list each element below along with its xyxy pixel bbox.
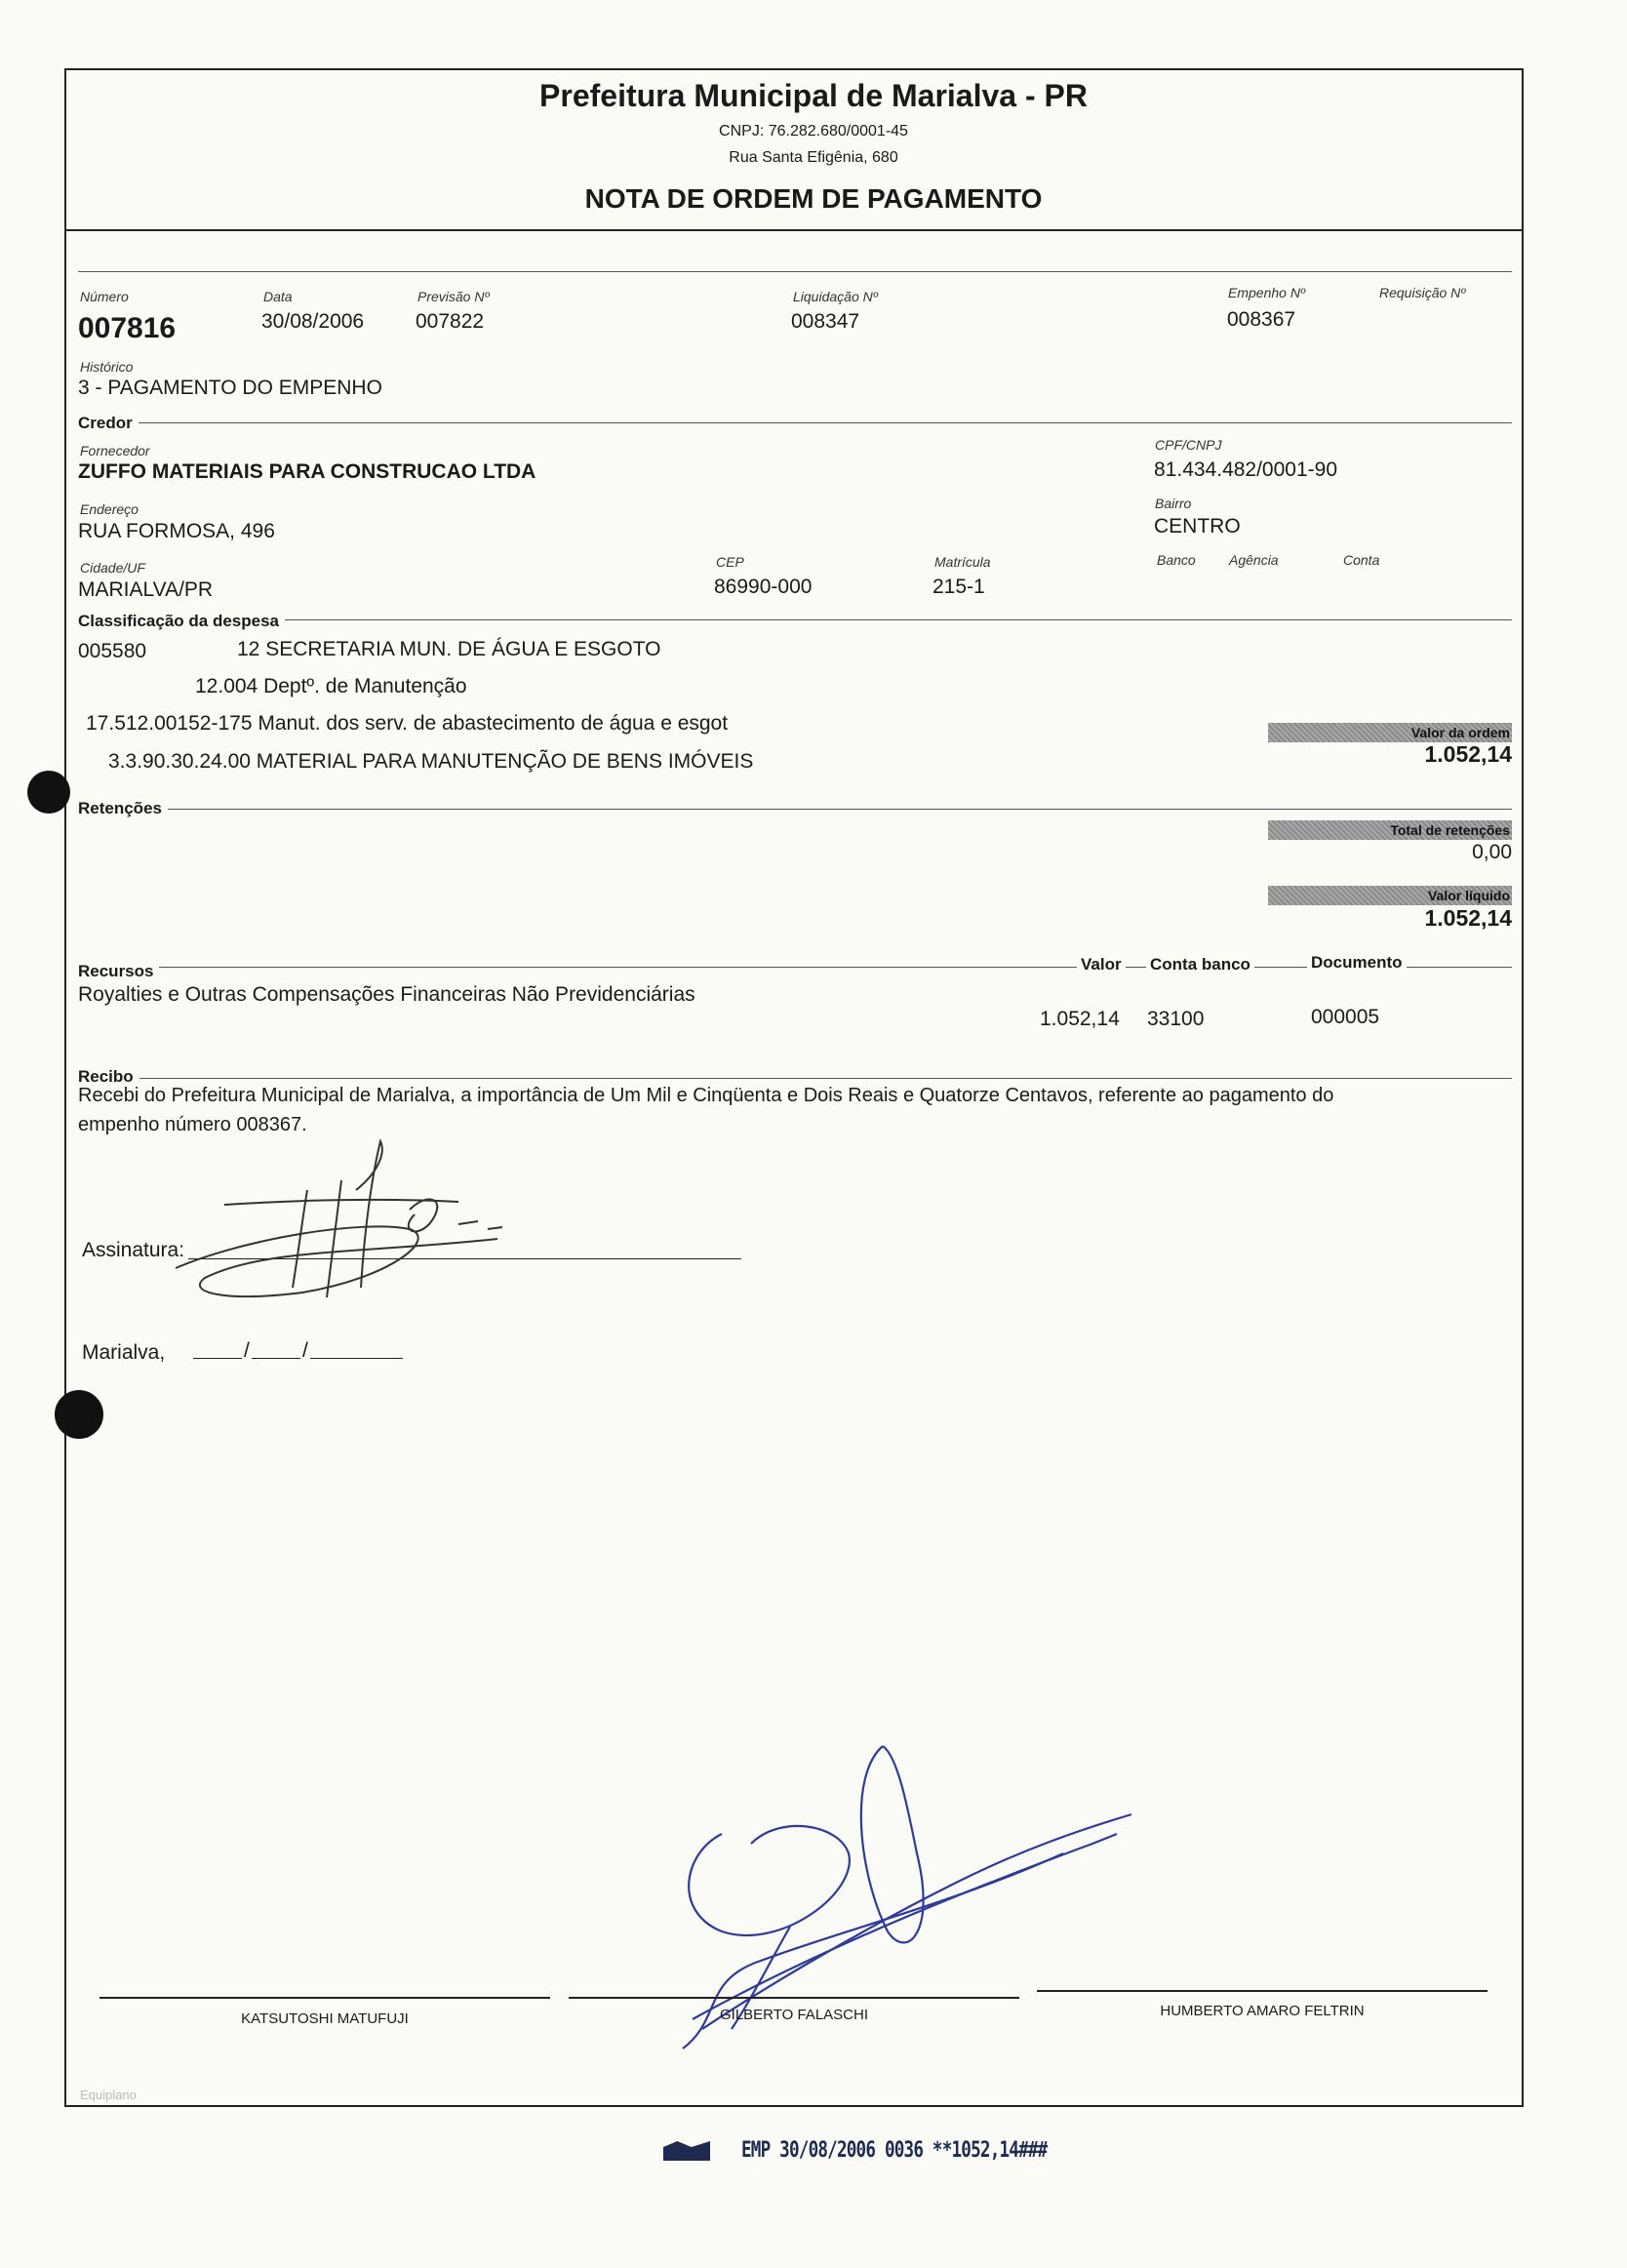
data-label: Data	[263, 289, 293, 304]
recursos-documento: 000005	[1311, 1006, 1380, 1028]
recipient-signature	[166, 1132, 536, 1307]
matricula-label: Matrícula	[934, 554, 991, 570]
signatory-name-2: GILBERTO FALASCHI	[720, 2007, 868, 2023]
bairro-value: CENTRO	[1154, 515, 1241, 537]
matricula-value: 215-1	[933, 576, 985, 598]
empenho-label: Empenho Nº	[1228, 285, 1306, 300]
date-blank-month	[252, 1358, 300, 1359]
valor-ordem-label: Valor da ordem	[1268, 723, 1512, 742]
credor-section: Credor	[78, 414, 139, 433]
punch-hole-upper	[27, 771, 70, 814]
municipality-title: Prefeitura Municipal de Marialva - PR	[539, 78, 1088, 113]
document-title: NOTA DE ORDEM DE PAGAMENTO	[584, 183, 1043, 214]
payment-stamp: EMP 30/08/2006 0036 **1052,14###	[741, 2138, 1048, 2163]
classificacao-code: 005580	[78, 640, 147, 662]
recursos-documento-label: Documento	[1307, 953, 1407, 973]
recursos-descricao: Royalties e Outras Compensações Financeiras Não Previdenciárias	[78, 983, 695, 1006]
cidade-label: Cidade/UF	[80, 560, 145, 576]
conta-label: Conta	[1343, 552, 1380, 568]
liquidacao-label: Liquidação Nº	[793, 289, 878, 304]
date-blank-year	[310, 1358, 403, 1359]
stamp-logo	[663, 2141, 710, 2161]
fornecedor-value: ZUFFO MATERIAIS PARA CONSTRUCAO LTDA	[78, 460, 536, 483]
date-blank-day	[193, 1358, 242, 1359]
valor-ordem-value: 1.052,14	[1424, 741, 1512, 767]
previsao-label: Previsão Nº	[417, 289, 490, 304]
recibo-text-line2: empenho número 008367.	[78, 1114, 307, 1135]
bairro-label: Bairro	[1155, 496, 1192, 511]
cep-value: 86990-000	[714, 576, 813, 598]
fornecedor-label: Fornecedor	[80, 443, 150, 458]
classificacao-line3: 17.512.00152-175 Manut. dos serv. de abastecimento de água e esgot	[86, 712, 729, 735]
valor-liquido-value: 1.052,14	[1424, 905, 1512, 931]
data-value: 30/08/2006	[261, 310, 365, 333]
valor-liquido-label: Valor líquido	[1268, 886, 1512, 905]
total-retencoes-label: Total de retenções	[1268, 820, 1512, 840]
classificacao-line2: 12.004 Deptº. de Manutenção	[195, 675, 467, 697]
cidade-value: MARIALVA/PR	[78, 578, 214, 601]
retencoes-section: Retenções	[78, 799, 168, 818]
liquidacao-value: 008347	[791, 310, 860, 333]
punch-hole-lower	[55, 1390, 103, 1439]
recursos-conta-banco-label: Conta banco	[1146, 955, 1254, 975]
classificacao-section: Classificação da despesa	[78, 612, 285, 631]
cpf-value: 81.434.482/0001-90	[1154, 458, 1338, 481]
fields-divider	[78, 271, 1512, 272]
endereco-value: RUA FORMOSA, 496	[78, 520, 275, 542]
recursos-conta-banco: 33100	[1147, 1008, 1205, 1030]
total-retencoes-value: 0,00	[1472, 841, 1512, 863]
previsao-value: 007822	[416, 310, 485, 333]
classificacao-rule	[78, 619, 1512, 620]
recursos-rule	[78, 967, 1512, 968]
signatory-name-1: KATSUTOSHI MATUFUJI	[241, 2010, 409, 2027]
numero-value: 007816	[78, 312, 177, 344]
cep-label: CEP	[716, 554, 744, 570]
historico-label: Histórico	[80, 359, 134, 375]
date-separator-1: /	[244, 1339, 250, 1362]
signatory-line-1	[99, 1997, 550, 1999]
recibo-section: Recibo	[78, 1067, 139, 1087]
numero-label: Número	[80, 289, 129, 304]
cnpj-line: CNPJ: 76.282.680/0001-45	[719, 123, 908, 139]
recursos-section: Recursos	[78, 962, 159, 981]
classificacao-line4: 3.3.90.30.24.00 MATERIAL PARA MANUTENÇÃO DE BENS IMÓVEIS	[108, 750, 754, 773]
header-divider	[64, 229, 1524, 231]
signatory-name-3: HUMBERTO AMARO FELTRIN	[1160, 2003, 1365, 2019]
signatory-line-3	[1037, 1990, 1488, 1992]
signatory-line-2	[569, 1997, 1019, 1999]
recursos-valor-label: Valor	[1077, 955, 1126, 975]
agencia-label: Agência	[1229, 552, 1279, 568]
address-line: Rua Santa Efigênia, 680	[729, 149, 898, 166]
recursos-valor: 1.052,14	[1040, 1008, 1120, 1030]
software-watermark: Equiplano	[80, 2088, 137, 2102]
classificacao-line1: 12 SECRETARIA MUN. DE ÁGUA E ESGOTO	[237, 638, 661, 660]
recibo-rule	[78, 1078, 1512, 1079]
recibo-text-line1: Recebi do Prefeitura Municipal de Marialva, a importância de Um Mil e Cinqüenta e Dois Reais e Quatorze Centavos, referente ao pagamento do	[78, 1085, 1334, 1106]
retencoes-rule	[78, 809, 1512, 810]
empenho-value: 008367	[1227, 308, 1296, 331]
assinatura-label: Assinatura:	[82, 1239, 185, 1261]
credor-rule	[78, 422, 1512, 423]
endereco-label: Endereço	[80, 501, 139, 517]
requisicao-label: Requisição Nº	[1379, 285, 1466, 300]
historico-value: 3 - PAGAMENTO DO EMPENHO	[78, 377, 382, 399]
banco-label: Banco	[1157, 552, 1196, 568]
date-separator-2: /	[302, 1339, 308, 1362]
cpf-label: CPF/CNPJ	[1155, 437, 1222, 453]
local-label: Marialva,	[82, 1341, 166, 1364]
